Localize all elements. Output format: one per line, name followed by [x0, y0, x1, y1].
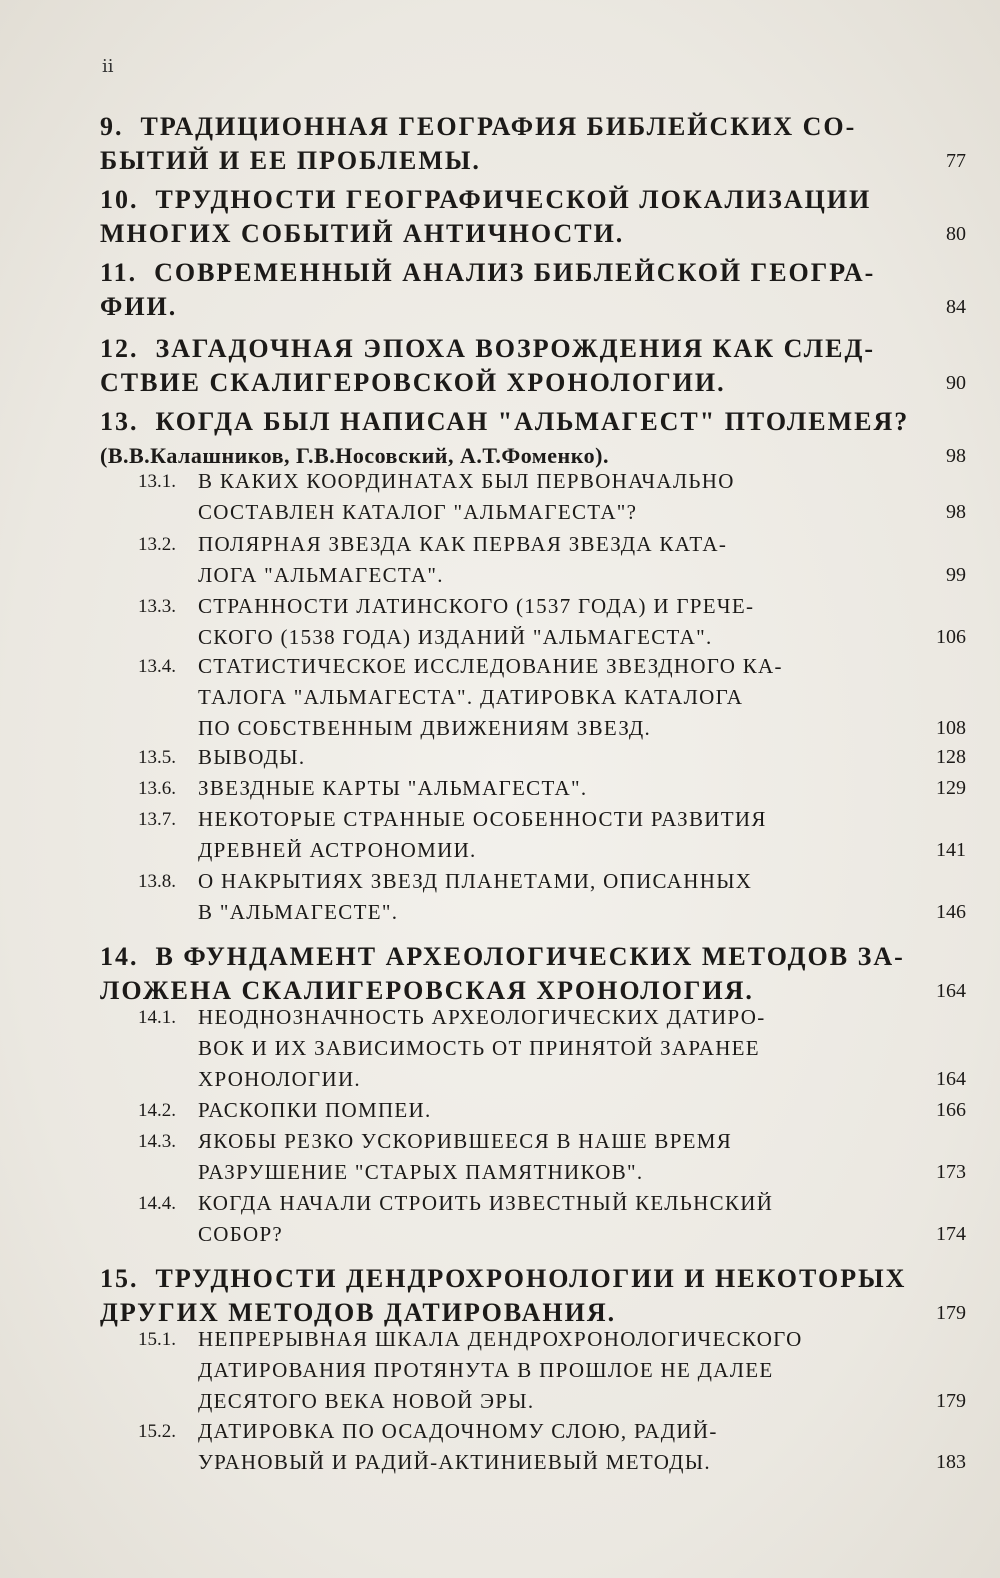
toc-page: 166 [936, 1099, 966, 1121]
toc-section-13-8[interactable] [138, 866, 966, 928]
toc-section-15-1[interactable] [138, 1324, 966, 1417]
toc-line: ВЫВОДЫ. [198, 745, 306, 769]
toc-page: 84 [946, 296, 966, 318]
toc-section-14-3[interactable] [138, 1126, 966, 1188]
toc-section-number: 14.4. [138, 1193, 176, 1214]
toc-line: РАСКОПКИ ПОМПЕИ. [198, 1098, 432, 1122]
toc-line: ЗВЕЗДНЫЕ КАРТЫ "АЛЬМАГЕСТА". [198, 776, 588, 800]
toc-section-13-2[interactable] [138, 529, 966, 591]
toc-section-15-2[interactable] [138, 1416, 966, 1478]
toc-page: 99 [946, 564, 966, 586]
toc-page: 164 [936, 980, 966, 1002]
toc-chapter-15[interactable] [100, 1262, 966, 1330]
toc-page: 98 [946, 501, 966, 523]
toc-line: ПОЛЯРНАЯ ЗВЕЗДА КАК ПЕРВАЯ ЗВЕЗДА КАТА- [198, 532, 728, 556]
toc-line: ДАТИРОВКА ПО ОСАДОЧНОМУ СЛОЮ, РАДИЙ- [198, 1419, 718, 1443]
toc-line: РАЗРУШЕНИЕ "СТАРЫХ ПАМЯТНИКОВ". [198, 1160, 644, 1184]
toc-page: 164 [936, 1068, 966, 1090]
toc-page: 173 [936, 1161, 966, 1183]
toc-section-number: 13.8. [138, 871, 176, 892]
page-number: ii [102, 56, 114, 77]
toc-chapter-9[interactable] [100, 110, 966, 178]
toc-section-number: 13.5. [138, 747, 176, 768]
toc-line: ЛОГА "АЛЬМАГЕСТА". [198, 563, 444, 587]
toc-section-number: 15.1. [138, 1329, 176, 1350]
toc-line: 14. В ФУНДАМЕНТ АРХЕОЛОГИЧЕСКИХ МЕТОДОВ ЗА- [100, 942, 905, 971]
toc-line: ДАТИРОВАНИЯ ПРОТЯНУТА В ПРОШЛОЕ НЕ ДАЛЕЕ [198, 1358, 774, 1382]
toc-line: О НАКРЫТИЯХ ЗВЕЗД ПЛАНЕТАМИ, ОПИСАННЫХ [198, 869, 753, 893]
toc-line: СОСТАВЛЕН КАТАЛОГ "АЛЬМАГЕСТА"? [198, 500, 638, 524]
toc-line: 11. СОВРЕМЕННЫЙ АНАЛИЗ БИБЛЕЙСКОЙ ГЕОГРА- [100, 258, 876, 287]
toc-section-number: 13.1. [138, 471, 176, 492]
toc-section-13-7[interactable] [138, 804, 966, 866]
toc-chapter-11[interactable] [100, 256, 966, 324]
toc-line: ПО СОБСТВЕННЫМ ДВИЖЕНИЯМ ЗВЕЗД. [198, 716, 652, 740]
toc-line: НЕОДНОЗНАЧНОСТЬ АРХЕОЛОГИЧЕСКИХ ДАТИРО- [198, 1005, 766, 1029]
toc-page: 174 [936, 1223, 966, 1245]
toc-section-number: 13.3. [138, 596, 176, 617]
toc-authors: (В.В.Калашников, Г.В.Носовский, А.Т.Фоменко). 98 [100, 439, 966, 473]
toc-section-number: 14.3. [138, 1131, 176, 1152]
toc-page: 128 [936, 746, 966, 768]
toc-page: 141 [936, 839, 966, 861]
toc-page: 77 [946, 150, 966, 172]
toc-section-13-6[interactable] [138, 773, 966, 804]
toc-line: УРАНОВЫЙ И РАДИЙ-АКТИНИЕВЫЙ МЕТОДЫ. [198, 1450, 711, 1474]
toc-chapter-13[interactable] [100, 405, 966, 473]
toc-line: В КАКИХ КООРДИНАТАХ БЫЛ ПЕРВОНАЧАЛЬНО [198, 469, 735, 493]
toc-line: ФИИ. 84 [100, 290, 966, 324]
toc-section-13-3[interactable] [138, 591, 966, 653]
toc-line: ВОК И ИХ ЗАВИСИМОСТЬ ОТ ПРИНЯТОЙ ЗАРАНЕЕ [198, 1036, 760, 1060]
toc-section-number: 15.2. [138, 1421, 176, 1442]
toc-page: 179 [936, 1302, 966, 1324]
toc-page: 179 [936, 1390, 966, 1412]
toc-line: НЕПРЕРЫВНАЯ ШКАЛА ДЕНДРОХРОНОЛОГИЧЕСКОГО [198, 1327, 803, 1351]
toc-section-14-4[interactable] [138, 1188, 966, 1250]
toc-line: ТАЛОГА "АЛЬМАГЕСТА". ДАТИРОВКА КАТАЛОГА [198, 685, 744, 709]
toc-line: В "АЛЬМАГЕСТЕ". [198, 900, 399, 924]
toc-section-13-5[interactable] [138, 742, 966, 773]
toc-line: ДРЕВНЕЙ АСТРОНОМИИ. [198, 838, 477, 862]
toc-line: СОБОР? [198, 1222, 284, 1246]
toc-page: 90 [946, 372, 966, 394]
toc-line: НЕКОТОРЫЕ СТРАННЫЕ ОСОБЕННОСТИ РАЗВИТИЯ [198, 807, 767, 831]
toc-line: 15. ТРУДНОСТИ ДЕНДРОХРОНОЛОГИИ И НЕКОТОРЫХ [100, 1264, 907, 1293]
toc-section-number: 14.2. [138, 1100, 176, 1121]
toc-line: СКОГО (1538 ГОДА) ИЗДАНИЙ "АЛЬМАГЕСТА". [198, 625, 713, 649]
toc-chapter-14[interactable] [100, 940, 966, 1008]
toc-chapter-10[interactable] [100, 183, 966, 251]
toc-chapter-12[interactable] [100, 332, 966, 400]
toc-section-number: 13.2. [138, 534, 176, 555]
toc-section-number: 13.6. [138, 778, 176, 799]
toc-section-14-1[interactable] [138, 1002, 966, 1095]
toc-line: ДЕСЯТОГО ВЕКА НОВОЙ ЭРЫ. [198, 1389, 535, 1413]
toc-line: МНОГИХ СОБЫТИЙ АНТИЧНОСТИ. 80 [100, 217, 966, 251]
toc-line: СТАТИСТИЧЕСКОЕ ИССЛЕДОВАНИЕ ЗВЕЗДНОГО КА- [198, 654, 783, 678]
toc-section-number: 13.7. [138, 809, 176, 830]
toc-line: ЛОЖЕНА СКАЛИГЕРОВСКАЯ ХРОНОЛОГИЯ. 164 [100, 974, 966, 1008]
toc-page: 106 [936, 626, 966, 648]
toc-page: 183 [936, 1451, 966, 1473]
toc-line: ХРОНОЛОГИИ. [198, 1067, 361, 1091]
toc-line: ЯКОБЫ РЕЗКО УСКОРИВШЕЕСЯ В НАШЕ ВРЕМЯ [198, 1129, 733, 1153]
toc-line: 13. КОГДА БЫЛ НАПИСАН "АЛЬМАГЕСТ" ПТОЛЕМЕЯ? [100, 407, 910, 436]
toc-line: ДРУГИХ МЕТОДОВ ДАТИРОВАНИЯ. 179 [100, 1296, 966, 1330]
toc-section-13-1[interactable] [138, 466, 966, 528]
toc-section-number: 14.1. [138, 1007, 176, 1028]
toc-line: 9. ТРАДИЦИОННАЯ ГЕОГРАФИЯ БИБЛЕЙСКИХ СО- [100, 112, 857, 141]
toc-line: КОГДА НАЧАЛИ СТРОИТЬ ИЗВЕСТНЫЙ КЕЛЬНСКИЙ [198, 1191, 774, 1215]
toc-line: СТВИЕ СКАЛИГЕРОВСКОЙ ХРОНОЛОГИИ. 90 [100, 366, 966, 400]
toc-page: 129 [936, 777, 966, 799]
toc-section-14-2[interactable] [138, 1095, 966, 1126]
toc-line: 12. ЗАГАДОЧНАЯ ЭПОХА ВОЗРОЖДЕНИЯ КАК СЛЕД- [100, 334, 876, 363]
toc-section-number: 13.4. [138, 656, 176, 677]
toc-line: БЫТИЙ И ЕЕ ПРОБЛЕМЫ. 77 [100, 144, 966, 178]
toc-line: 10. ТРУДНОСТИ ГЕОГРАФИЧЕСКОЙ ЛОКАЛИЗАЦИИ [100, 185, 872, 214]
toc-page: 146 [936, 901, 966, 923]
toc-page: 80 [946, 223, 966, 245]
toc-page: 108 [936, 717, 966, 739]
toc-section-13-4[interactable] [138, 651, 966, 744]
toc-page: 98 [946, 445, 966, 467]
toc-line: СТРАННОСТИ ЛАТИНСКОГО (1537 ГОДА) И ГРЕЧЕ- [198, 594, 755, 618]
